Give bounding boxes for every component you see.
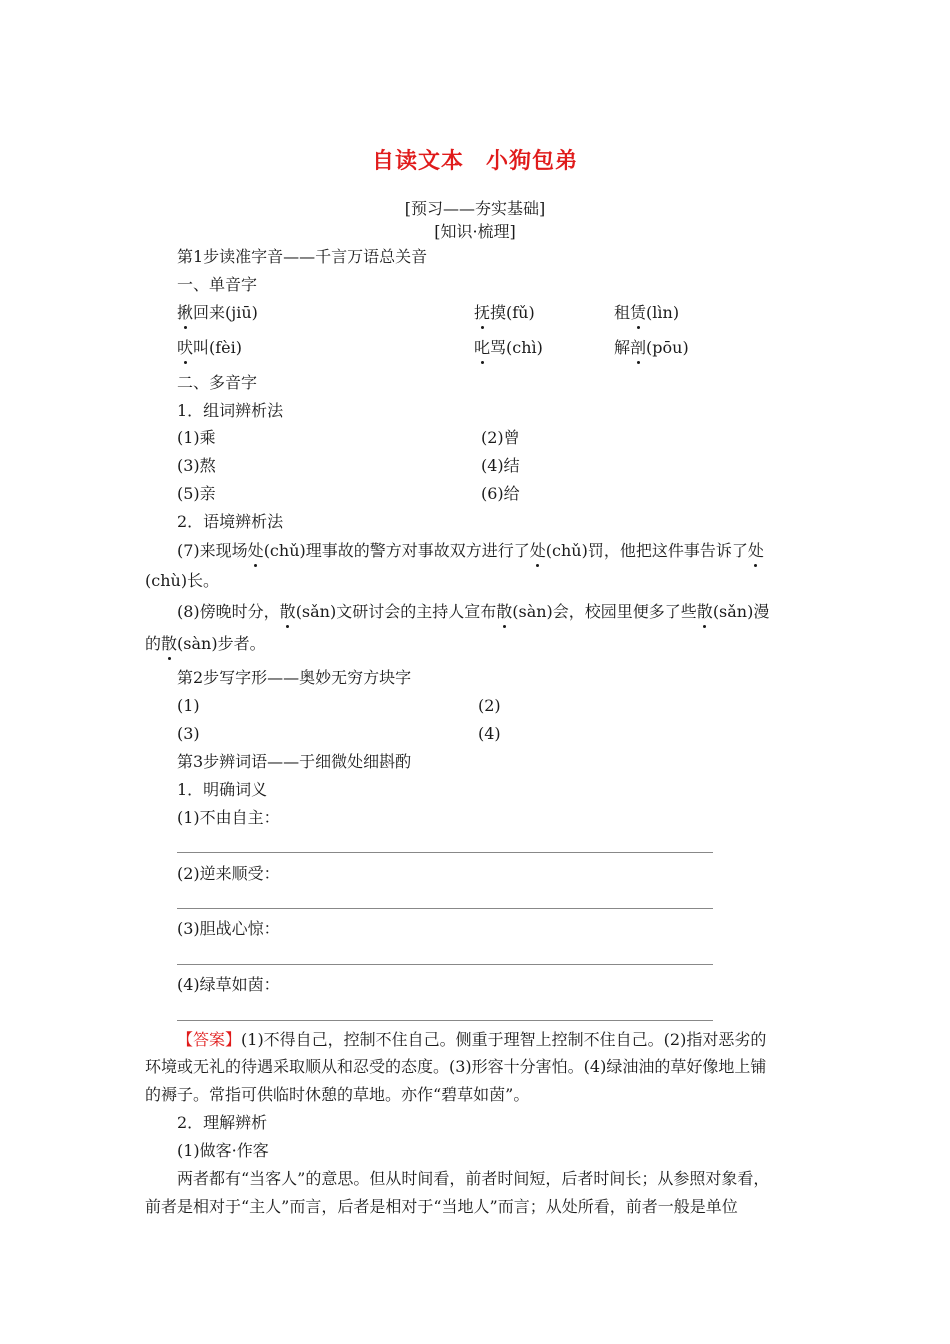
page-title: 自读文本 小狗包弟 [371,148,579,174]
single-char-item: 租赁(lìn) [614,303,680,322]
answer-blank-line [177,908,713,909]
answer-blank-line [177,1020,713,1021]
multi-char-item: (4)结 [481,456,520,475]
step3-heading: 第3步辨词语——于细微处细斟酌 [177,752,412,771]
step2-item: (4) [478,724,501,743]
answer-paragraph: 【答案】(1)不得自己，控制不住自己。侧重于理智上控制不住自己。(2)指对恶劣的 [177,1030,767,1049]
understand-paragraph-cont: 前者是相对于“主人”而言，后者是相对于“当地人”而言；从处所看，前者一般是单位 [145,1197,738,1216]
context-sentence: (7)来现场处(chǔ)理事故的警方对事故双方进行了处(chǔ)罚，他把这件事告诉了处 [177,541,764,560]
answer-blank-line [177,852,713,853]
multi-char-item: (2)曾 [481,428,520,447]
method-heading: 2．语境辨析法 [177,512,284,531]
step2-item: (3) [177,724,200,743]
define-item: (4)绿草如茵： [177,975,280,994]
single-char-item: 解剖(pōu) [614,338,689,357]
step2-heading: 第2步写字形——奥妙无穷方块字 [177,668,412,687]
single-char-item: 叱骂(chì) [474,338,543,357]
understand-item: (1)做客·作客 [177,1141,269,1160]
section-header-preview: [预习——夯实基础] [404,199,546,218]
single-char-item: 吠叫(fèi) [177,338,243,357]
answer-paragraph-cont: 环境或无礼的待遇采取顺从和忍受的态度。(3)形容十分害怕。(4)绿油油的草好像地上铺 [145,1057,767,1076]
understand-heading: 2．理解辨析 [177,1113,268,1132]
context-sentence-cont: (chù)长。 [145,571,220,590]
answer-paragraph-cont: 的褥子。常指可供临时休憩的草地。亦作“碧草如茵”。 [145,1085,530,1104]
section-header-knowledge: [知识·梳理] [434,222,516,241]
step2-item: (1) [177,696,200,715]
multi-char-heading: 二、多音字 [177,373,258,392]
multi-char-item: (3)熬 [177,456,216,475]
understand-paragraph: 两者都有“当客人”的意思。但从时间看，前者时间短，后者时间长；从参照对象看， [177,1169,770,1188]
multi-char-item: (1)乘 [177,428,216,447]
step1-heading: 第1步读准字音——千言万语总关音 [177,247,428,266]
context-sentence: (8)傍晚时分，散(sǎn)文研讨会的主持人宣布散(sàn)会，校园里便多了些散(sǎn)漫 [177,602,770,621]
context-sentence-cont: 的散(sàn)步者。 [145,634,266,653]
define-item: (1)不由自主： [177,808,280,827]
answer-blank-line [177,964,713,965]
single-char-item: 揪回来(jiū) [177,303,258,322]
method-heading: 1．组词辨析法 [177,401,284,420]
single-char-item: 抚摸(fǔ) [474,303,535,322]
define-item: (2)逆来顺受： [177,864,280,883]
single-char-heading: 一、单音字 [177,275,258,294]
multi-char-item: (6)给 [481,484,520,503]
define-heading: 1．明确词义 [177,780,268,799]
step2-item: (2) [478,696,501,715]
multi-char-item: (5)亲 [177,484,216,503]
answer-label: 【答案】 [177,1030,242,1049]
define-item: (3)胆战心惊： [177,919,280,938]
